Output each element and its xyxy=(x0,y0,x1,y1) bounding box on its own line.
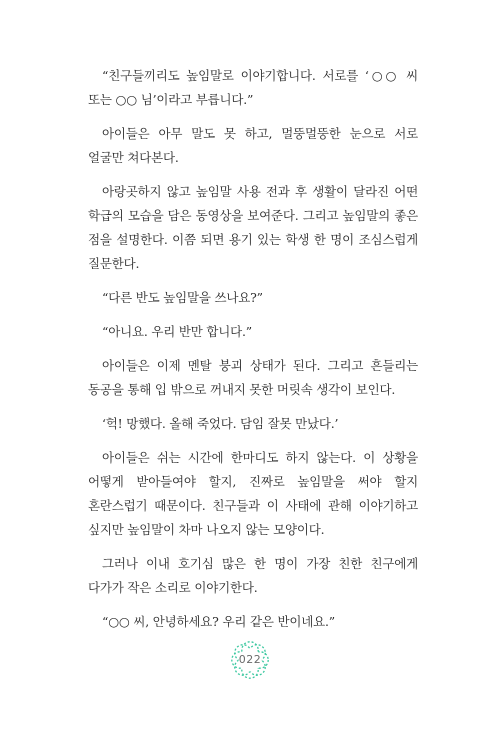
paragraph-2: 아이들은 아무 말도 못 하고, 멀뚱멀뚱한 눈으로 서로 얼굴만 쳐다본다. xyxy=(88,126,418,165)
paragraph-6: 아이들은 이제 멘탈 붕괴 상태가 된다. 그리고 흔들리는 동공을 통해 입 밖으로 꺼내지 못한 머릿속 생각이 보인다. xyxy=(88,358,418,397)
paragraph-1: “친구들끼리도 높임말로 이야기합니다. 서로를 ‘○○ 씨 또는 ○○ 님’이라고 부릅니다.” xyxy=(88,68,418,107)
paragraph-8: 아이들은 쉬는 시간에 한마디도 하지 않는다. 이 상황을 어떻게 받아들여야 할지, 진짜로 높임말을 써야 할지 혼란스럽기 때문이다. 친구들과 이 사태에 관해 이야기하고 싶지만 높임말이 차마 나오지 않는 모양이다. xyxy=(88,450,418,537)
paragraph-10: “○○ 씨, 안녕하세요? 우리 같은 반이네요.” xyxy=(102,614,335,629)
paragraph-3: 아랑곳하지 않고 높임말 사용 전과 후 생활이 달라진 어떤 학급의 모습을 담은 동영상을 보여준다. 그리고 높임말의 좋은 점을 설명한다. 이쯤 되면 용기 있는 학생 한 명이 조심스럽게 질문한다. xyxy=(88,184,418,271)
page-folio xyxy=(0,640,500,680)
paragraph-7: ‘헉! 망했다. 올해 죽었다. 담임 잘못 만났다.’ xyxy=(102,416,339,431)
body-text xyxy=(88,64,418,644)
paragraph-5: “아니요. 우리 반만 합니다.” xyxy=(102,324,252,339)
paragraph-9: 그러나 이내 호기심 많은 한 명이 가장 친한 친구에게 다가가 작은 소리로 이야기한다. xyxy=(88,556,418,595)
page-number: 022 xyxy=(238,653,262,666)
paragraph-4: “다른 반도 높임말을 쓰나요?” xyxy=(102,290,263,305)
